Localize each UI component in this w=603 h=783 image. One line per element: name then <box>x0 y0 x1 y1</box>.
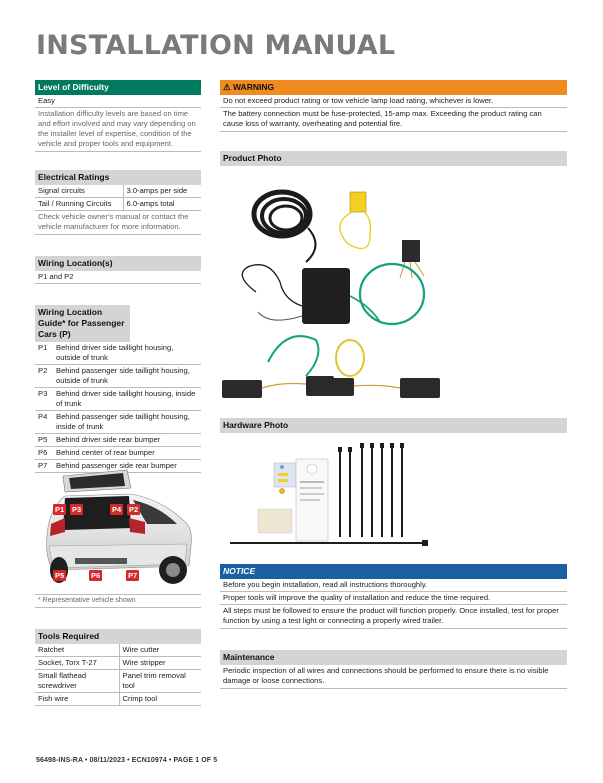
guide-text: Behind driver side taillight housing, outside of trunk <box>53 342 201 365</box>
table-row <box>35 657 201 670</box>
electrical-table <box>35 185 201 211</box>
tool-item: Socket, Torx T-27 <box>35 657 119 670</box>
guide-text: Behind passenger side rear bumper <box>53 460 201 473</box>
table-row <box>35 644 201 657</box>
wiring-location-header: Wiring Location(s) <box>35 256 201 271</box>
hardware-photo-header: Hardware Photo <box>220 418 567 433</box>
guide-text: Behind driver side rear bumper <box>53 434 201 447</box>
difficulty-level: Easy <box>35 95 201 108</box>
guide-code: P7 <box>35 460 53 473</box>
callout-p5: P5 <box>55 571 65 580</box>
tool-item: Small flathead screwdriver <box>35 670 119 693</box>
tool-item: Wire cutter <box>119 644 201 657</box>
guide-text: Behind driver side taillight housing, inside of trunk <box>53 388 201 411</box>
table-row <box>35 198 201 211</box>
warning-header-label: WARNING <box>233 82 275 92</box>
callout-p4: P4 <box>112 505 122 514</box>
vehicle-illustration <box>35 466 201 588</box>
wiring-location-value: P1 and P2 <box>35 271 201 284</box>
wiring-harness-image <box>220 166 567 401</box>
guide-text: Behind passenger side taillight housing, outside of trunk <box>53 365 201 388</box>
electrical-section <box>35 170 201 235</box>
callout-p7: P7 <box>128 571 138 580</box>
wiring-guide-section <box>35 305 201 473</box>
notice-header: NOTICE <box>220 564 567 579</box>
maintenance-section <box>220 650 567 689</box>
tools-section <box>35 629 201 706</box>
tool-item: Ratchet <box>35 644 119 657</box>
electrical-note: Check vehicle owner's manual or contact the vehicle manufacturer for more information. <box>35 211 201 235</box>
guide-text: Behind center of rear bumper <box>53 447 201 460</box>
table-row <box>35 670 201 693</box>
guide-code: P4 <box>35 411 53 434</box>
callout-p6: P6 <box>91 571 101 580</box>
table-row <box>35 365 201 388</box>
guide-code: P5 <box>35 434 53 447</box>
warning-header <box>220 80 567 95</box>
table-row <box>35 434 201 447</box>
page-title: INSTALLATION MANUAL <box>36 30 396 61</box>
tool-item: Panel trim removal tool <box>119 670 201 693</box>
table-row <box>35 693 201 706</box>
electrical-value: 3.0-amps per side <box>123 185 201 198</box>
difficulty-note: Installation difficulty levels are based on time and effort involved and may vary depending on the installer level of expertise, condition of the vehicle and proper tools and equipment. <box>35 108 201 152</box>
guide-text: Behind passenger side taillight housing, inside of trunk <box>53 411 201 434</box>
difficulty-section <box>35 80 201 152</box>
warning-line-2: The battery connection must be fuse-protected, 15-amp max. Exceeding the product rating can cause loss of warranty, overheating and potential fire. <box>220 108 567 132</box>
guide-code: P2 <box>35 365 53 388</box>
wiring-guide-table <box>35 342 201 473</box>
product-photo-header: Product Photo <box>220 151 567 166</box>
table-row <box>35 185 201 198</box>
page-footer: 56498-INS-RA • 08/11/2023 • ECN10974 • PAGE 1 OF 5 <box>36 757 218 764</box>
maintenance-header: Maintenance <box>220 650 567 665</box>
tools-header: Tools Required <box>35 629 201 644</box>
warning-triangle-icon: ⚠ <box>223 82 231 92</box>
hardware-image <box>220 433 567 551</box>
table-row <box>35 388 201 411</box>
notice-section <box>220 564 567 629</box>
callout-p2: P2 <box>129 505 139 514</box>
vehicle-note-section <box>35 594 201 608</box>
product-photo-section <box>220 151 567 406</box>
tool-item: Fish wire <box>35 693 119 706</box>
wiring-guide-header: Wiring Location Guide* for Passenger Cars (P) <box>35 305 130 342</box>
guide-code: P6 <box>35 447 53 460</box>
electrical-label: Signal circuits <box>35 185 123 198</box>
callout-p3: P3 <box>72 505 82 514</box>
notice-line-1: Before you begin installation, read all instructions thoroughly. <box>220 579 567 592</box>
table-row <box>35 411 201 434</box>
vehicle-note: * Representative vehicle shown <box>35 594 201 608</box>
tool-item: Crimp tool <box>119 693 201 706</box>
warning-section <box>220 80 567 132</box>
electrical-label: Tail / Running Circuits <box>35 198 123 211</box>
warning-line-1: Do not exceed product rating or tow vehicle lamp load rating, whichever is lower. <box>220 95 567 108</box>
table-row <box>35 342 201 365</box>
notice-line-3: All steps must be followed to ensure the product will function properly. Once installed, test for proper function by using a test light or connecting a properly wired trailer. <box>220 605 567 629</box>
electrical-value: 6.0-amps total <box>123 198 201 211</box>
guide-code: P1 <box>35 342 53 365</box>
hardware-photo-section <box>220 418 567 556</box>
tool-item: Wire stripper <box>119 657 201 670</box>
tools-table <box>35 644 201 706</box>
wiring-location-section <box>35 256 201 284</box>
notice-line-2: Proper tools will improve the quality of installation and reduce the time required. <box>220 592 567 605</box>
electrical-header: Electrical Ratings <box>35 170 201 185</box>
difficulty-header: Level of Difficulty <box>35 80 201 95</box>
guide-code: P3 <box>35 388 53 411</box>
table-row <box>35 447 201 460</box>
maintenance-text: Periodic inspection of all wires and connections should be performed to ensure there is no visible damage or loose connections. <box>220 665 567 689</box>
callout-p1: P1 <box>55 505 65 514</box>
